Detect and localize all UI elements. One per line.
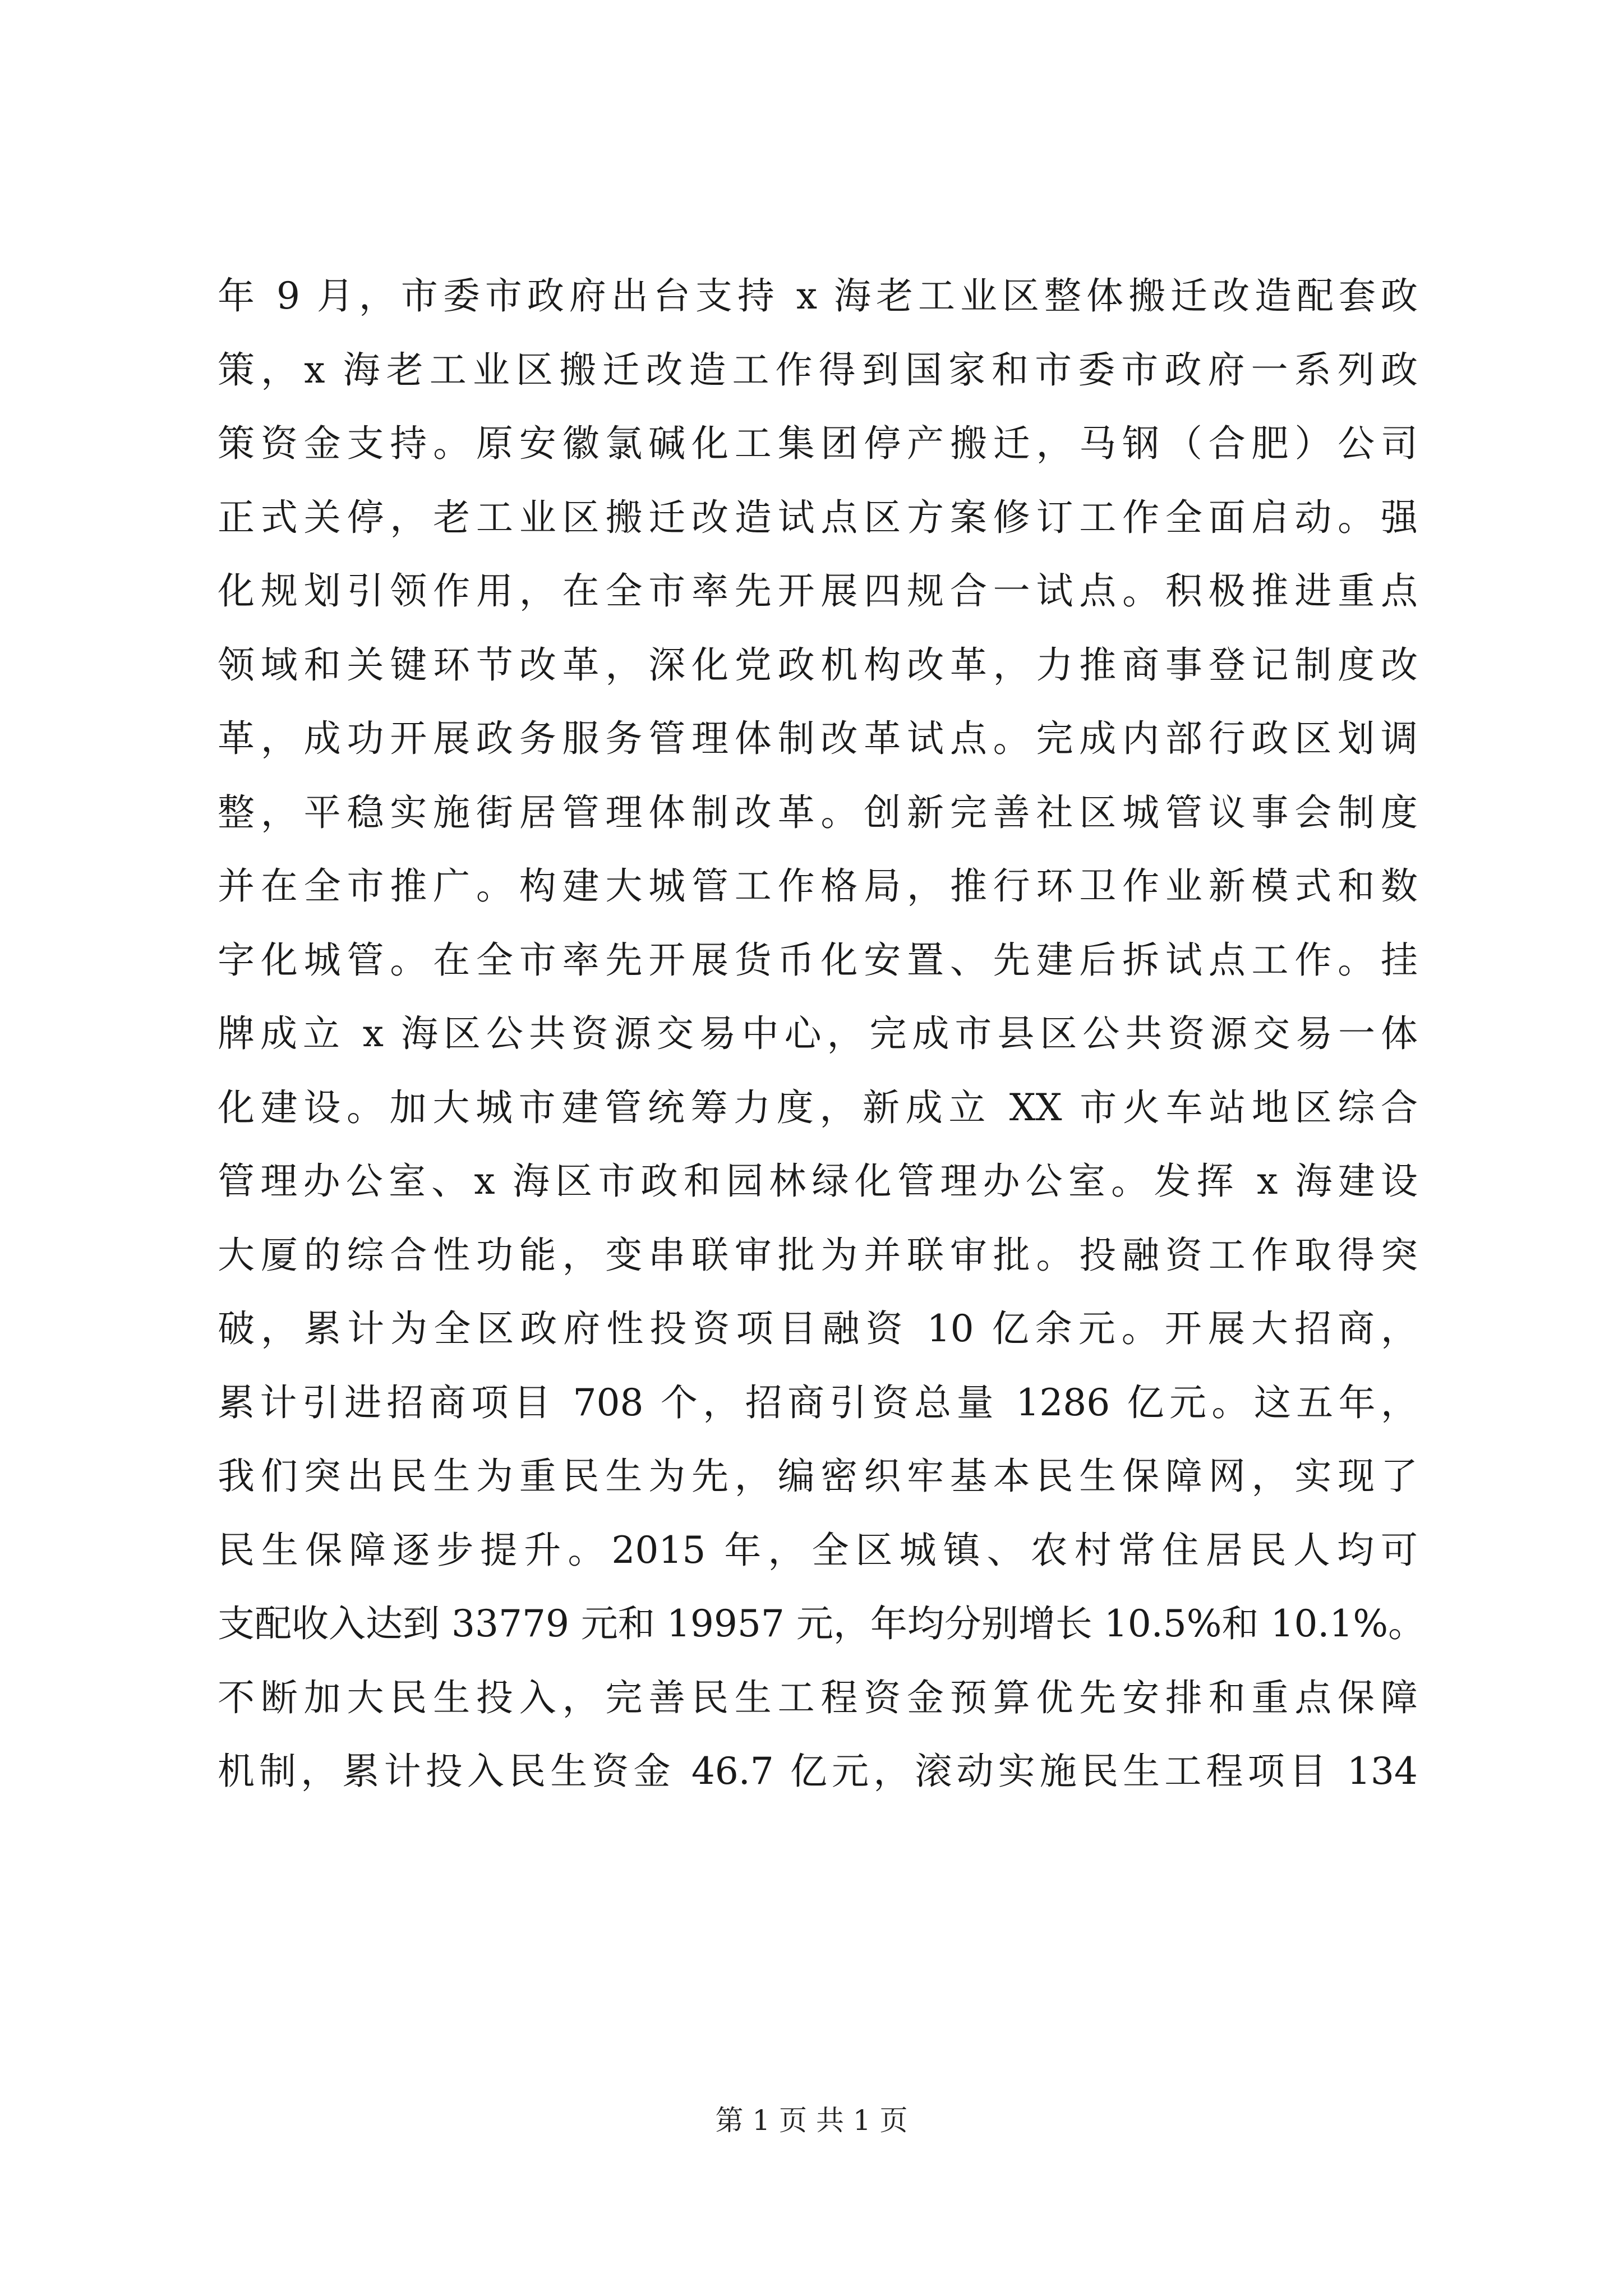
text-line-11: 牌成立 x 海区公共资源交易中心，完成市县区公共资源交易一体: [218, 1012, 1418, 1055]
page-footer: [0, 2104, 1623, 2137]
text-line-12: 化建设。加大城市建管统筹力度，新成立 XX 市火车站地区综合: [218, 1085, 1418, 1129]
text-line-7: 革，成功开展政务服务管理体制改革试点。完成内部行政区划调: [218, 717, 1418, 760]
text-line-14: 大厦的综合性功能，变串联审批为并联审批。投融资工作取得突: [218, 1233, 1418, 1277]
text-line-16: 累计引进招商项目 708 个，招商引资总量 1286 亿元。这五年，: [218, 1381, 1418, 1424]
text-line-1: 年 9 月，市委市政府出台支持 x 海老工业区整体搬迁改造配套政: [218, 274, 1418, 318]
text-line-8: 整，平稳实施街居管理体制改革。创新完善社区城管议事会制度: [218, 790, 1418, 834]
text-line-6: 领域和关键环节改革，深化党政机构改革，力推商事登记制度改: [218, 643, 1418, 687]
body-text: [218, 259, 1426, 1809]
text-line-10: 字化城管。在全市率先开展货币化安置、先建后拆试点工作。挂: [218, 938, 1418, 982]
text-line-9: 并在全市推广。构建大城管工作格局，推行环卫作业新模式和数: [218, 864, 1418, 908]
text-line-19: 支配收入达到 33779 元和 19957 元，年均分别增长 10.5%和 10.1%。: [218, 1602, 1426, 1645]
text-line-20: 不断加大民生投入，完善民生工程资金预算优先安排和重点保障: [218, 1676, 1418, 1719]
text-line-5: 化规划引领作用，在全市率先开展四规合一试点。积极推进重点: [218, 569, 1418, 613]
text-line-2: 策，x 海老工业区搬迁改造工作得到国家和市委市政府一系列政: [218, 348, 1418, 392]
text-line-13: 管理办公室、x 海区市政和园林绿化管理办公室。发挥 x 海建设: [218, 1159, 1418, 1203]
text-line-15: 破，累计为全区政府性投资项目融资 10 亿余元。开展大招商，: [218, 1307, 1418, 1350]
text-line-4: 正式关停，老工业区搬迁改造试点区方案修订工作全面启动。强: [218, 495, 1418, 539]
text-line-18: 民生保障逐步提升。2015 年，全区城镇、农村常住居民人均可: [218, 1528, 1418, 1572]
text-line-17: 我们突出民生为重民生为先，编密织牢基本民生保障网，实现了: [218, 1455, 1418, 1498]
text-line-21: 机制，累计投入民生资金 46.7 亿元，滚动实施民生工程项目 134: [218, 1750, 1418, 1793]
page-number-label: 第 1 页 共 1 页: [715, 2104, 908, 2137]
text-line-3: 策资金支持。原安徽氯碱化工集团停产搬迁，马钢（合肥）公司: [218, 422, 1418, 465]
